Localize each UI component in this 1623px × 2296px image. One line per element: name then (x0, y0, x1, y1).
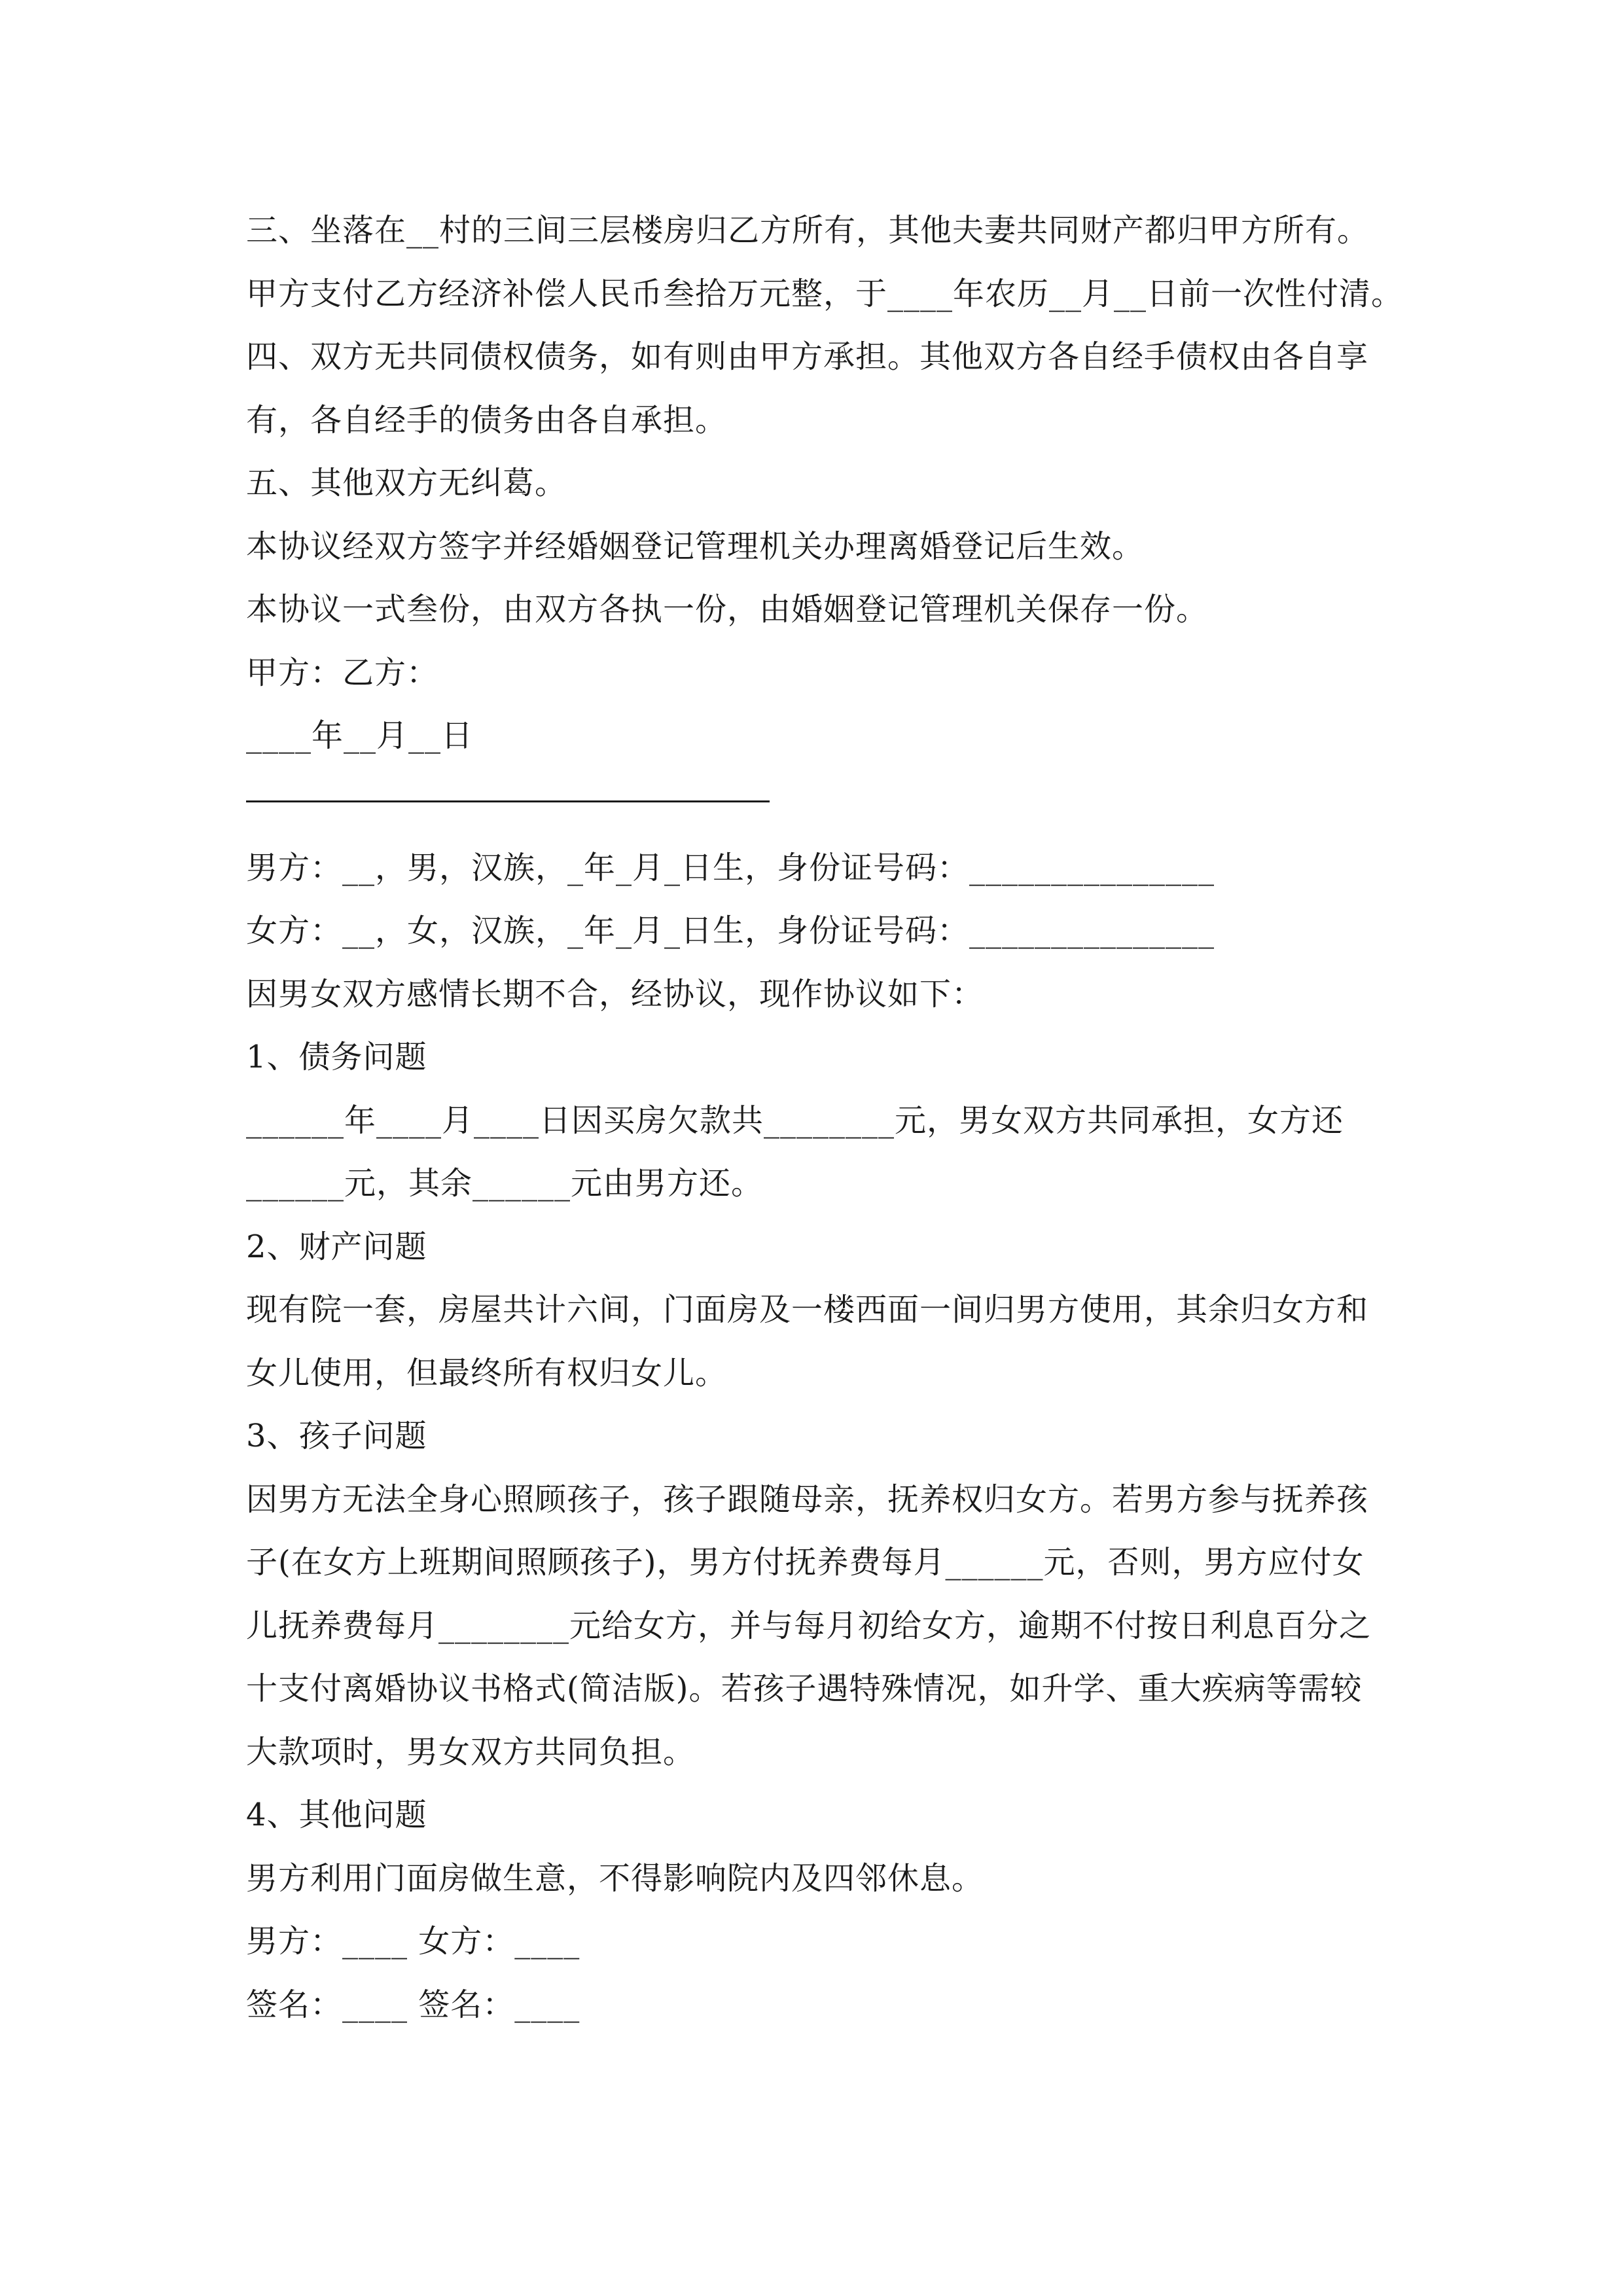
party-names-line: 男方：____ 女方：____ (246, 1923, 580, 1960)
children-paragraph-3: 儿抚养费每月________元给女方，并与每月初给女方，逾期不付按日利息百分之 (246, 1607, 1372, 1644)
clause-3-property: 三、坐落在__村的三间三层楼房归乙方所有，其他夫妻共同财产都归甲方所有。 (246, 212, 1370, 249)
female-party-info: 女方：__，女，汉族，_年_月_日生，身份证号码：_______________ (246, 912, 1215, 949)
heading-property: 2、财产问题 (246, 1229, 427, 1265)
clause-4-debts: 四、双方无共同债权债务，如有则由甲方承担。其他双方各自经手债权由各自享 (246, 338, 1369, 375)
date-line: ____年__月__日 (246, 717, 474, 754)
children-paragraph-1: 因男方无法全身心照顾孩子，孩子跟随母亲，抚养权归女方。若男方参与抚养孩 (246, 1481, 1369, 1518)
children-paragraph-5: 大款项时，男女双方共同负担。 (246, 1734, 696, 1770)
heading-debt: 1、债务问题 (246, 1039, 427, 1075)
male-party-info: 男方：__，男，汉族，_年_月_日生，身份证号码：_______________ (246, 850, 1215, 886)
children-paragraph-2: 子(在女方上班期间照顾孩子)，男方付抚养费每月______元，否则，男方应付女 (246, 1544, 1364, 1581)
children-paragraph-4: 十支付离婚协议书格式(简洁版)。若孩子遇特殊情况，如升学、重大疾病等需较 (246, 1670, 1363, 1707)
property-paragraph-2: 女儿使用，但最终所有权归女儿。 (246, 1355, 728, 1391)
section-divider (246, 800, 770, 802)
signatures-line: 签名：____ 签名：____ (246, 1986, 580, 2023)
debt-paragraph-2: ______元，其余______元由男方还。 (246, 1165, 764, 1202)
heading-other: 4、其他问题 (246, 1797, 427, 1833)
clause-4-debts-cont: 有，各自经手的债务由各自承担。 (246, 402, 728, 439)
property-paragraph-1: 现有院一套，房屋共计六间，门面房及一楼西面一间归男方使用，其余归女方和 (246, 1291, 1369, 1328)
effective-clause: 本协议经双方签字并经婚姻登记管理机关办理离婚登记后生效。 (246, 528, 1145, 565)
debt-paragraph-1: ______年____月____日因买房欠款共________元，男女双方共同承担，女方还 (246, 1102, 1344, 1139)
agreement-intro: 因男女双方感情长期不合，经协议，现作协议如下： (246, 976, 984, 1013)
clause-5-other: 五、其他双方无纠葛。 (246, 465, 567, 501)
compensation-line: 甲方支付乙方经济补偿人民币叁拾万元整，于____年农历__月__日前一次性付清。 (246, 276, 1404, 312)
other-paragraph: 男方利用门面房做生意，不得影响院内及四邻休息。 (246, 1860, 984, 1897)
copies-clause: 本协议一式叁份，由双方各执一份，由婚姻登记管理机关保存一份。 (246, 591, 1209, 628)
party-signature-line: 甲方：乙方： (246, 655, 439, 691)
heading-children: 3、孩子问题 (246, 1418, 427, 1454)
